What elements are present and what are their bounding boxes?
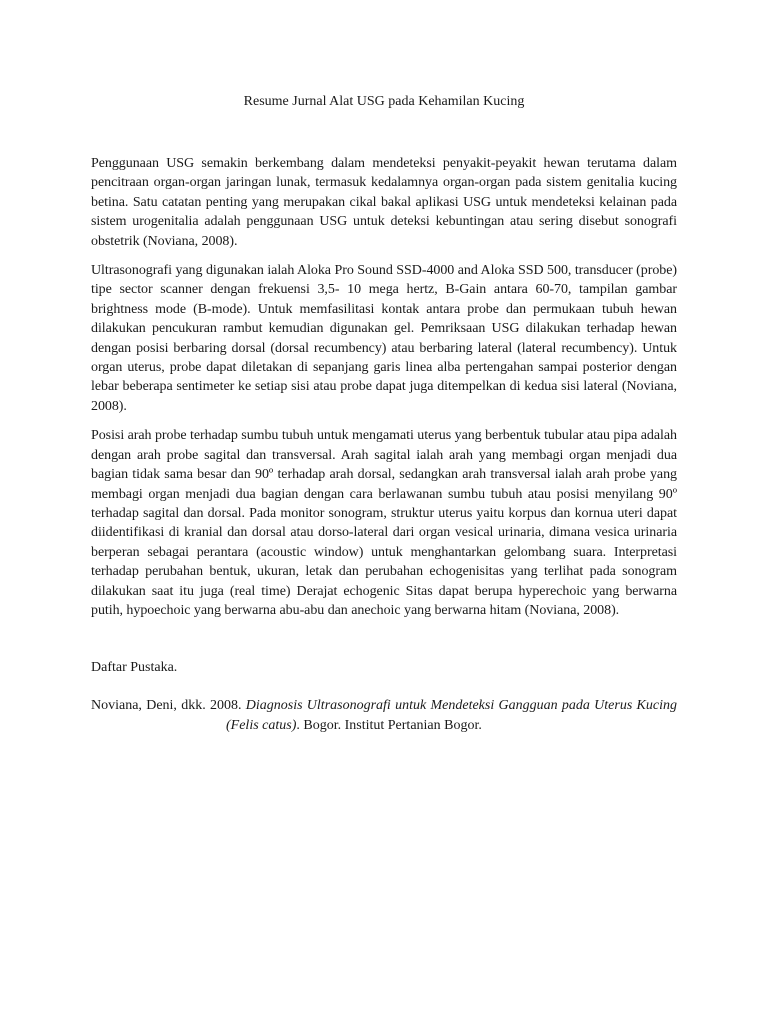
reference-publisher: . Bogor. Institut Pertanian Bogor.: [296, 717, 482, 733]
reference-entry: [91, 696, 677, 735]
reference-authors-year: Noviana, Deni, dkk. 2008.: [91, 698, 246, 714]
document-page: [91, 92, 677, 735]
paragraph-3: Posisi arah probe terhadap sumbu tubuh untuk mengamati uterus yang berbentuk tubular atau pipa adalah dengan arah probe sagital dan transversal. Arah sagital ialah arah yang membagi organ menjadi dua bagian tidak sama besar dan 90º terhadap arah dorsal, sedangkan arah transversal ialah arah probe yang membagi organ menjadi dua bagian dengan cara berlawanan sumbu tubuh atau posisi menyilang 90º terhadap sagital dan dorsal. Pada monitor sonogram, struktur uterus yaitu korpus dan kornua uteri dapat diidentifikasi di kranial dan dorsal atau dorso-lateral dari organ vesical urinaria, dimana vesica urinaria berperan sebagai perantara (acoustic window) untuk menghantarkan gelombang suara. Interpretasi terhadap perubahan bentuk, ukuran, letak dan perubahan echogenisitas yang terlihat pada sonogram dilakukan saat itu juga (real time) Derajat echogenic Sitas dapat berupa hyperechoic yang berwarna putih, hypoechoic yang berwarna abu-abu dan anechoic yang berwarna hitam (Noviana, 2008).: [91, 428, 677, 618]
reference-title: Diagnosis Ultrasonografi untuk Mendeteksi Gangguan pada Uterus Kucing (Felis catus): [226, 698, 677, 733]
paragraph-2: Ultrasonografi yang digunakan ialah Aloka Pro Sound SSD-4000 and Aloka SSD 500, transducer (probe) tipe sector scanner dengan frekuensi 3,5- 10 mega hertz, B-Gain antara 60-70, tampilan gambar brightness mode (B-mode). Untuk memfasilitasi kontak antara probe dan permukaan tubuh hewan dilakukan pencukuran rambut kemudian digunakan gel. Pemriksaan USG dilakukan terhadap hewan dengan posisi berbaring dorsal (dorsal recumbency) atau berbaring lateral (lateral recumbency). Untuk organ uterus, probe dapat diletakan di sepanjang garis linea alba pertengahan sampai posterior dengan lebar beberapa sentimeter ke setiap sisi atau probe dapat juga ditempelkan di kedua sisi lateral (Noviana, 2008).: [91, 263, 677, 414]
paragraph-1: Penggunaan USG semakin berkembang dalam mendeteksi penyakit-peyakit hewan terutama dalam pencitraan organ-organ jaringan lunak, termasuk kedalamnya organ-organ pada sistem genitalia kucing betina. Satu catatan penting yang merupakan cikal bakal aplikasi USG untuk mendeteksi kelainan pada sistem urogenitalia adalah penggunaan USG untuk deteksi kebuntingan atau sering disebut sonografi obstetrik (Noviana, 2008).: [91, 156, 677, 249]
references-heading: Daftar Pustaka.: [91, 660, 178, 676]
document-title: Resume Jurnal Alat USG pada Kehamilan Kucing: [243, 94, 525, 109]
